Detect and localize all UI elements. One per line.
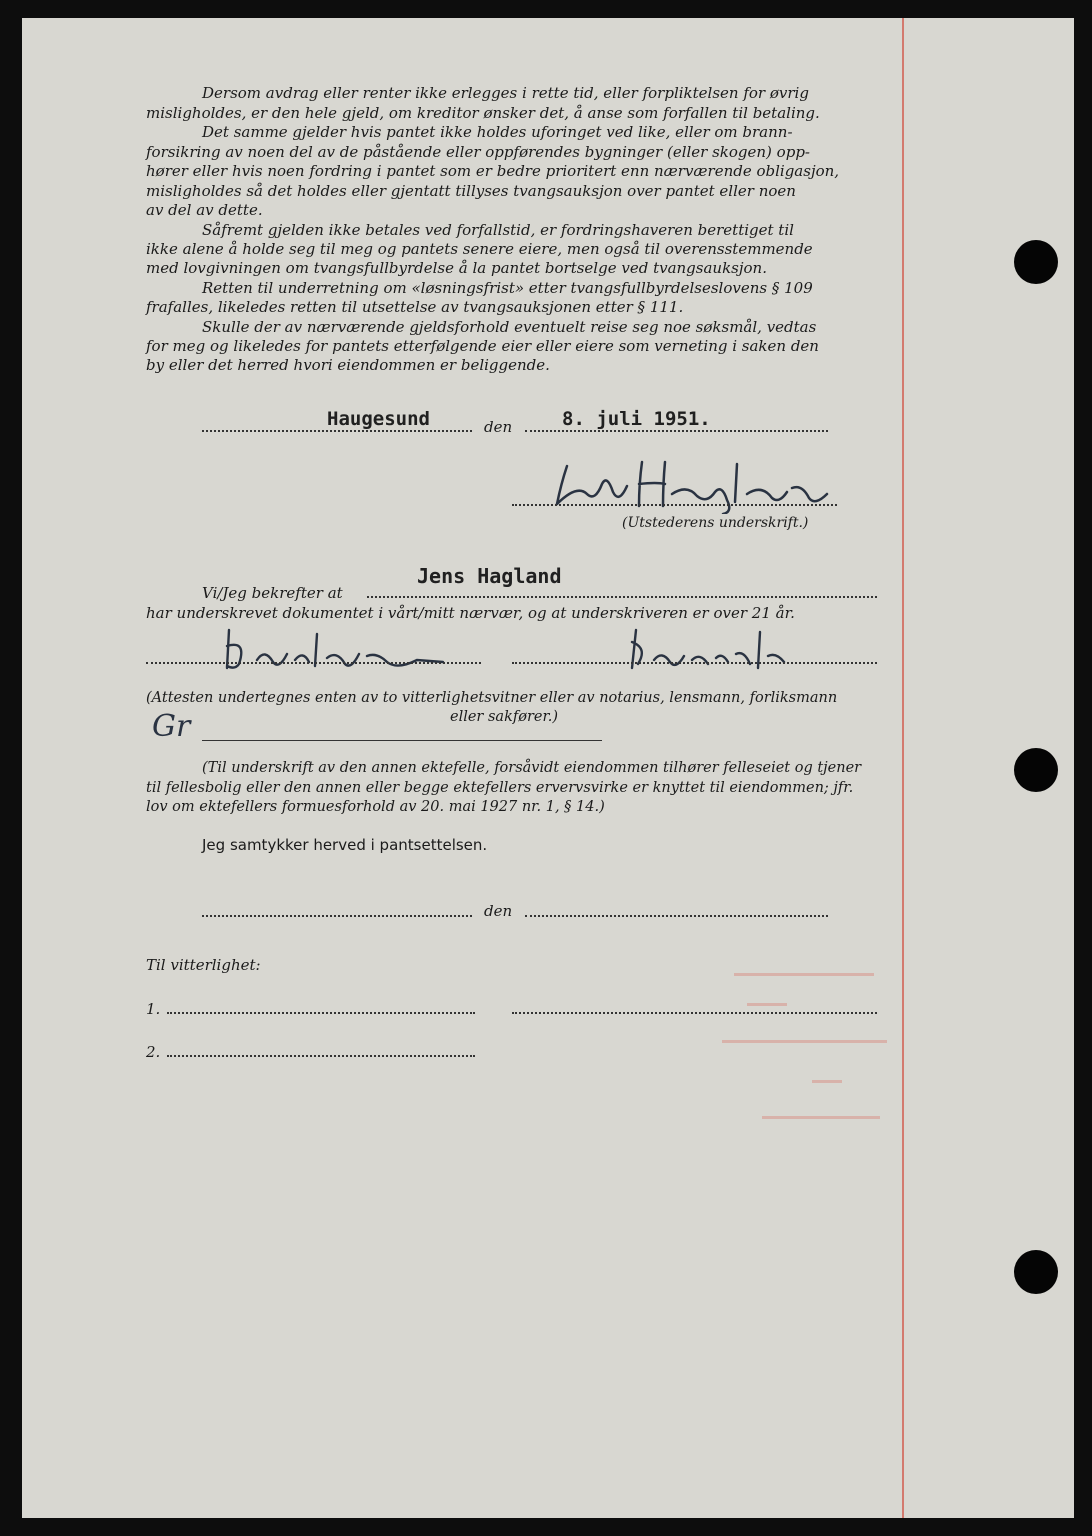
signature-dotted-line — [512, 504, 837, 506]
punch-hole — [1014, 1250, 1058, 1294]
margin-initials: Gr — [152, 709, 191, 744]
witness-prefix: Vi/Jeg bekrefter at — [202, 584, 343, 602]
bleed-through-mark — [747, 1003, 787, 1006]
spouse-note-line: til fellesbolig eller den annen eller begge ektefellers ervervsvirke er knyttet til eiendommen; jfr. — [146, 780, 854, 796]
witness-name: Jens Hagland — [417, 564, 562, 588]
vitterlighet-line-1a — [167, 1012, 475, 1014]
witness-signature-2 — [622, 624, 802, 674]
paragraph-line: Såfremt gjelden ikke betales ved forfallstid, er fordringshaveren berettiget til — [202, 221, 794, 239]
paragraph-line: Det samme gjelder hvis pantet ikke holdes uforinget ved like, eller om brann- — [202, 123, 793, 141]
issuer-caption: (Utstederens underskrift.) — [622, 515, 809, 531]
paragraph-line: misligholdes så det holdes eller gjentatt tillyses tvangsauksjon over pantet eller noen — [146, 182, 796, 200]
witness-name-dotted-line — [367, 596, 877, 598]
den-label: den — [484, 418, 513, 436]
witness-statement: har underskrevet dokumentet i vårt/mitt nærvær, og at underskriveren er over 21 år. — [146, 604, 795, 622]
paragraph-line: forsikring av noen del av de påstående eller oppførendes bygninger (eller skogen) opp- — [146, 143, 810, 161]
paragraph-line: Skulle der av nærværende gjeldsforhold eventuelt reise seg noe søksmål, vedtas — [202, 318, 817, 336]
red-margin-line — [902, 18, 904, 1518]
paragraph-line: Dersom avdrag eller renter ikke erlegges i rette tid, eller forpliktelsen for øvrig — [202, 84, 809, 102]
witness-line-2 — [512, 662, 877, 664]
date-dotted-line — [525, 430, 828, 432]
paragraph-line: hører eller hvis noen fordring i pantet som er bedre prioritert enn nærværende obligasjon, — [146, 162, 840, 180]
paragraph-line: for meg og likeledes for pantets etterfølgende eier eller eiere som verneting i saken den — [146, 337, 819, 355]
place-dotted-line — [202, 430, 472, 432]
bleed-through-mark — [722, 1040, 887, 1043]
vitterlighet-title: Til vitterlighet: — [146, 956, 261, 974]
vitterlighet-line-2 — [167, 1055, 475, 1057]
punch-hole — [1014, 748, 1058, 792]
paragraph-line: med lovgivningen om tvangsfullbyrdelse å la pantet bortselge ved tvangsauksjon. — [146, 259, 767, 277]
consent-text: Jeg samtykker herved i pantsettelsen. — [202, 836, 488, 854]
attest-note-line: (Attesten undertegnes enten av to vitterlighetsvitner eller av notarius, lensmann, forliksmann — [146, 690, 838, 706]
paragraph-line: Retten til underretning om «løsningsfrist» etter tvangsfullbyrdelseslovens § 109 — [202, 279, 813, 297]
paragraph-line: ikke alene å holde seg til meg og pantets senere eiere, men også til overensstemmende — [146, 240, 813, 258]
document-page — [22, 18, 1074, 1518]
paragraph-line: by eller det herred hvori eiendommen er beliggende. — [146, 356, 550, 374]
witness-number-1: 1. — [146, 1000, 161, 1018]
paragraph-line: misligholdes, er den hele gjeld, om kreditor ønsker det, å anse som forfallen til betaling. — [146, 104, 820, 122]
place-name: Haugesund — [327, 408, 430, 430]
witness-signature-1 — [217, 624, 457, 674]
den-label-2: den — [484, 902, 513, 920]
bleed-through-mark — [734, 973, 874, 976]
separator-rule — [202, 740, 602, 741]
paragraph-line: frafalles, likeledes retten til utsettelse av tvangsauksjonen etter § 111. — [146, 298, 684, 316]
bleed-through-mark — [762, 1116, 880, 1119]
vitterlighet-line-1b — [512, 1012, 877, 1014]
witness-line-1 — [146, 662, 481, 664]
consent-date-line — [525, 915, 828, 917]
date-value: 8. juli 1951. — [562, 408, 711, 430]
paragraph-line: av del av dette. — [146, 201, 263, 219]
witness-number-2: 2. — [146, 1043, 161, 1061]
spouse-note-line: (Til underskrift av den annen ektefelle, forsåvidt eiendommen tilhører felleseiet og tjener — [202, 760, 862, 776]
spouse-note-line: lov om ektefellers formuesforhold av 20. mai 1927 nr. 1, § 14.) — [146, 799, 605, 815]
bleed-through-mark — [812, 1080, 842, 1083]
punch-hole — [1014, 240, 1058, 284]
consent-place-line — [202, 915, 472, 917]
attest-note-line: eller sakfører.) — [450, 709, 559, 725]
